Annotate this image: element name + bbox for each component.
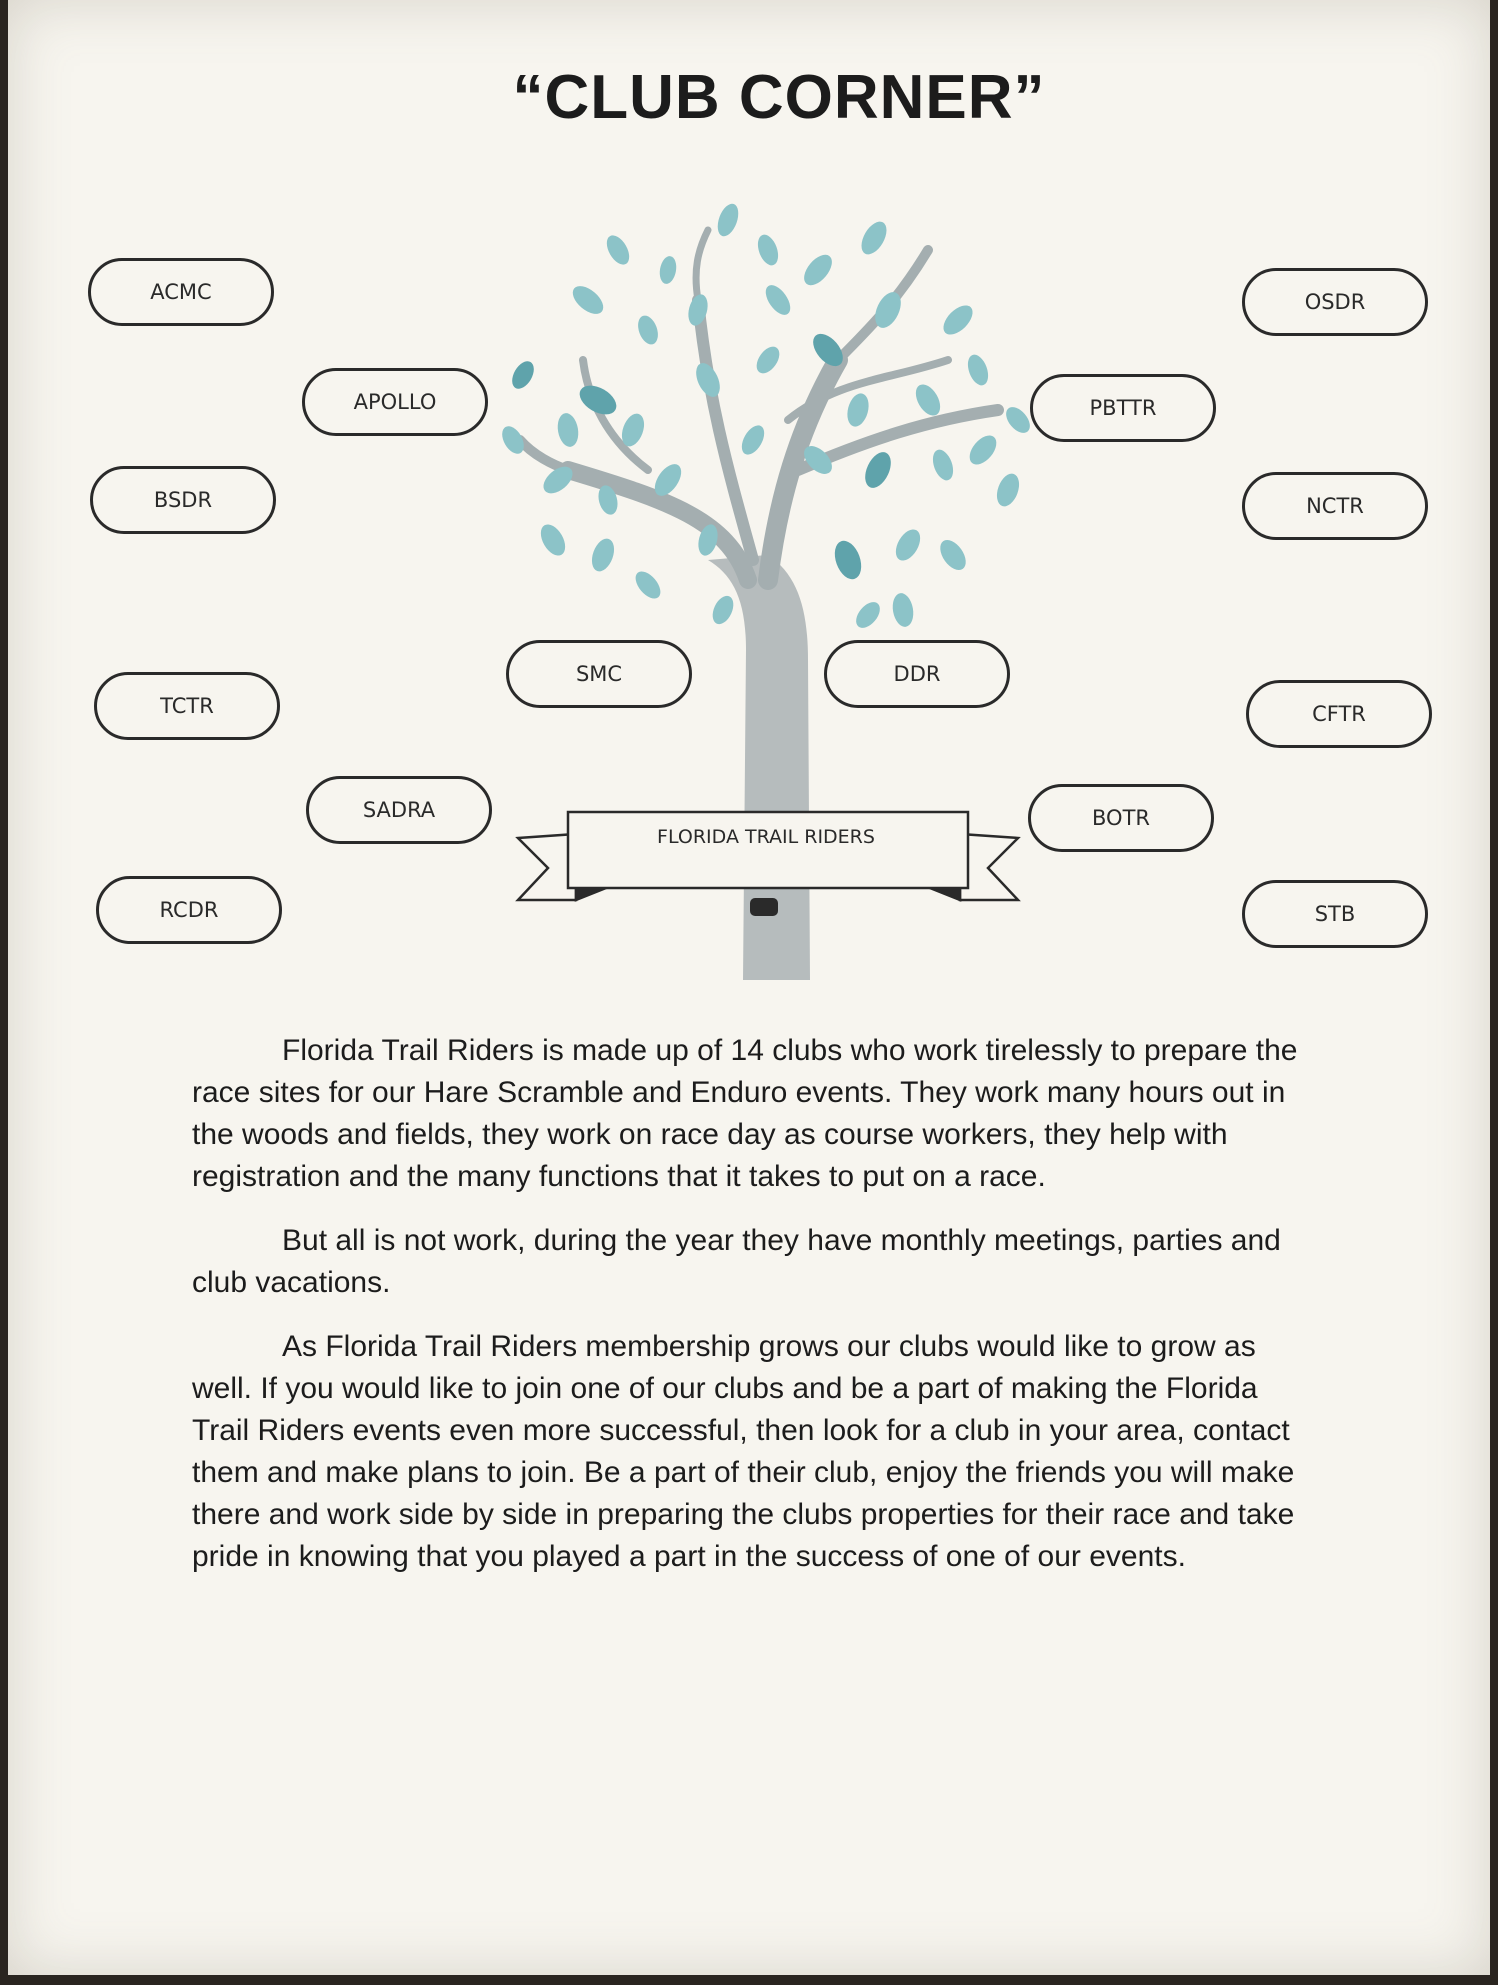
club-ddr: DDR <box>824 640 1010 708</box>
article-body <box>192 1030 1312 1600</box>
banner-label: FLORIDA TRAIL RIDERS <box>657 826 875 848</box>
club-rcdr: RCDR <box>96 876 282 944</box>
document-page <box>8 0 1490 1975</box>
trunk-knot <box>750 898 778 916</box>
club-pbttr: PBTTR <box>1030 374 1216 442</box>
club-apollo: APOLLO <box>302 368 488 436</box>
paragraph-3: As Florida Trail Riders membership grows our clubs would like to grow as well. If you would like to join one of our clubs and be a part of making the Florida Trail Riders events even more successful, then look for a club in your area, contact them and make plans to join. Be a part of their club, enjoy the friends you will make there and work side by side in preparing the clubs properties for their race and take pride in knowing that you played a part in the success of one of our events. <box>192 1330 1295 1573</box>
club-bsdr: BSDR <box>90 466 276 534</box>
page-title: “CLUB CORNER” <box>512 63 1046 132</box>
club-osdr: OSDR <box>1242 268 1428 336</box>
club-stb: STB <box>1242 880 1428 948</box>
club-cftr: CFTR <box>1246 680 1432 748</box>
club-smc: SMC <box>506 640 692 708</box>
club-acmc: ACMC <box>88 258 274 326</box>
club-botr: BOTR <box>1028 784 1214 852</box>
club-sadra: SADRA <box>306 776 492 844</box>
paragraph-2: But all is not work, during the year they have monthly meetings, parties and club vacations. <box>192 1224 1281 1299</box>
club-tctr: TCTR <box>94 672 280 740</box>
club-nctr: NCTR <box>1242 472 1428 540</box>
paragraph-1: Florida Trail Riders is made up of 14 clubs who work tirelessly to prepare the race sites for our Hare Scramble and Enduro events. They work many hours out in the woods and fields, they work on race day as course workers, they help with registration and the many functions that it takes to put on a race. <box>192 1034 1298 1193</box>
